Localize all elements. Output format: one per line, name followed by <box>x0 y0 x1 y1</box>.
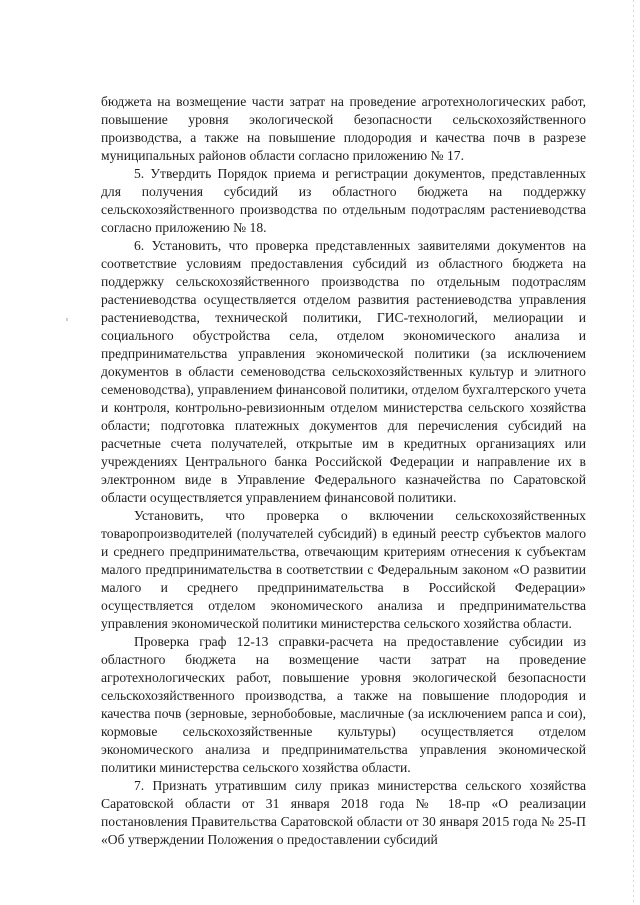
paragraph-item-6-registry-check: Установить, что проверка о включении сельскохозяйственных товаропроизводителей (получателей субсидий) в единый реестр субъектов малого и среднего предпринимательства, отвечающим критериям отнесения к субъектам малого предпринимательства в соответствии с Федеральным законом «О развитии малого и среднего предпринимательства в Российской Федерации» осуществляется отделом экономического анализа и предпринимательства управления экономической политики министерства сельского хозяйства области. <box>101 508 586 631</box>
paragraph-continuation: бюджета на возмещение части затрат на проведение агротехнологических работ, повышение уровня экологической безопасности сельскохозяйственного производства, а также на повышение плодородия и качества почв в разрезе муниципальных районов области согласно приложению № 17. <box>101 94 586 163</box>
paragraph-item-5: 5. Утвердить Порядок приема и регистрации документов, представленных для получения субсидий из областного бюджета на поддержку сельскохозяйственного производства по отдельным подотраслям растениеводства согласно приложению № 18. <box>101 166 586 235</box>
paragraph-item-6: 6. Установить, что проверка представленных заявителями документов на соответствие условиям предоставления субсидий из областного бюджета на поддержку сельскохозяйственного производства по отдельным подотраслям растениеводства осуществляется отделом развития растениеводства управления растениеводства, технической политики, ГИС-технологий, мелиорации и социального обустройства села, отделом экономического анализа и предпринимательства управления экономической политики (за исключением документов в области семеноводства сельскохозяйственных культур и элитного семеноводства), управлением финансовой политики, отделом бухгалтерского учета и контроля, контрольно-ревизионным отделом министерства сельского хозяйства области; подготовка платежных документов для перечисления субсидий на расчетные счета получателей, открытые им в кредитных организациях или учреждениях Центрального банка Российской Федерации и направление их в электронном виде в Управление Федерального казначейства по Саратовской области осуществляется управлением финансовой политики. <box>101 238 586 505</box>
paragraph-item-6-calculation-check: Проверка граф 12-13 справки-расчета на предоставление субсидии из областного бюджета на возмещение части затрат на проведение агротехнологических работ, повышение уровня экологической безопасности сельскохозяйственного производства, а также на повышение плодородия и качества почв (зерновые, зернобобовые, масличные (за исключением рапса и сои), кормовые сельскохозяйственные культуры) осуществляется отделом экономического анализа и предпринимательства управления экономической политики министерства сельского хозяйства области. <box>101 634 586 775</box>
scan-edge-line <box>633 0 634 905</box>
document-body <box>101 93 586 849</box>
paragraph-item-7: 7. Признать утратившим силу приказ министерства сельского хозяйства Саратовской области от 31 января 2018 года № 18-пр «О реализации постановления Правительства Саратовской области от 30 января 2015 года № 25-П «Об утверждении Положения о предоставлении субсидий <box>101 778 586 847</box>
scan-speck <box>66 318 68 321</box>
